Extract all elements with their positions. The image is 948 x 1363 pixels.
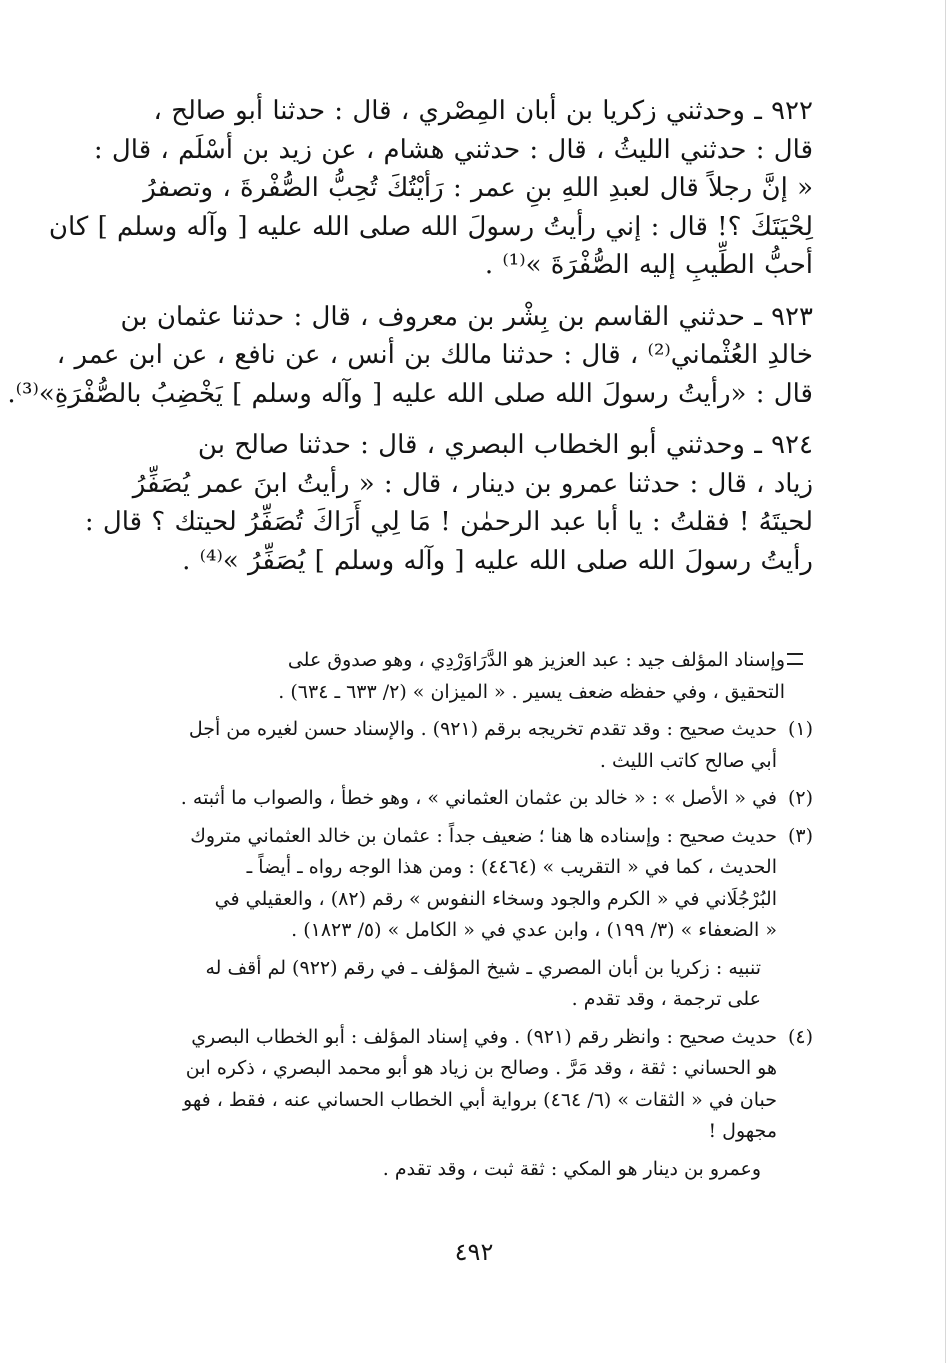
text-line: أبي صالح كاتب الليث . bbox=[599, 749, 777, 772]
footnote-4-note bbox=[133, 1154, 813, 1186]
scan-edge bbox=[945, 0, 946, 1363]
text-line: رأيتُ رسولَ الله صلى الله عليه [ وآله وسلم ] يُصَفِّرُ »⁽⁴⁾ . bbox=[182, 545, 813, 576]
text-line: البُرْجُلَاني في « الكرم والجود وسخاء النفوس » رقم (٨٢) ، والعقيلي في bbox=[214, 887, 777, 910]
text-line: ٩٢٢ ـ وحدثني زكريا بن أبان المِصْري ، قال : حدثنا أبو صالح ، bbox=[153, 96, 813, 126]
text-line: قال : حدثني الليثُ ، قال : حدثني هشام ، عن زيد بن أسْلَم ، قال : bbox=[93, 134, 813, 165]
text-line: حديث صحيح : وإسناده ها هنا ؛ ضعيف جداً : عثمان بن خالد العثماني متروك bbox=[190, 824, 777, 847]
hadith-923 bbox=[7, 298, 813, 414]
hadith-924 bbox=[84, 426, 813, 580]
footnote-continuation bbox=[133, 645, 813, 708]
text-line: « الضعفاء » (٣/ ١٩٩) ، وابن عدي في « الكامل » (٥/ ١٨٢٣) . bbox=[291, 919, 777, 941]
hadith-922 bbox=[48, 92, 813, 285]
footnote-3 bbox=[133, 821, 813, 947]
footnote-number: (١) bbox=[787, 718, 813, 740]
text-line: وإسناد المؤلف جيد : عبد العزيز هو الدَّرَاوَرْدِي ، وهو صدوق على bbox=[287, 649, 785, 671]
text-line: التحقيق ، وفي حفظه ضعف يسير . « الميزان » (٢/ ٦٣٣ ـ ٦٣٤) . bbox=[278, 680, 785, 703]
text-line: حبان في « الثقات » (٦/ ٤٦٤) برواية أبي الخطاب الحساني عنه ، فقط ، فهو bbox=[183, 1088, 777, 1111]
text-line: مجهول ! bbox=[708, 1120, 777, 1142]
text-line: هو الحساني : ثقة ، وقد مَرَّ . وصالح بن زياد هو أبو محمد البصري ، ذكره ابن bbox=[185, 1057, 777, 1079]
text-line: لِحْيَتَكَ ؟! قال : إني رأيتُ رسولَ الله صلى الله عليه [ وآله وسلم ] كان bbox=[48, 211, 813, 242]
footnote-3-note bbox=[133, 953, 813, 1016]
footnote-number: (٤) bbox=[787, 1025, 813, 1048]
text-line: زياد ، قال : حدثنا عمرو بن دينار ، قال : « رأيتُ ابنَ عمر يُصَفِّرُ bbox=[132, 468, 813, 499]
footnotes bbox=[133, 645, 813, 1191]
text-line: حديث صحيح : وقد تقدم تخريجه برقم (٩٢١) . والإسناد حسن لغيره من أجل bbox=[188, 718, 777, 740]
text-line: « إنَّ رجلاً قال لعبدِ اللهِ بنِ عمر : رَأيْتُكَ تُحِبُّ الصُّفْرةَ ، وتصفرُ bbox=[143, 173, 813, 203]
page-number: ٤٩٢ bbox=[454, 1238, 494, 1266]
text-line: الحديث ، كما في « التقريب » (٤٤٦٤) : ومن هذا الوجه رواه ـ أيضاً ـ bbox=[246, 856, 777, 878]
footnote-1 bbox=[133, 714, 813, 777]
main-text bbox=[7, 92, 813, 593]
footnote-2 bbox=[133, 783, 813, 815]
footnote-number: (٣) bbox=[787, 824, 813, 847]
text-line: لحيتَهُ ! فقلتُ : يا أبا عبد الرحمٰن ! مَا لِي أَرَاكَ تُصَفِّرُ لحيتك ؟ قال : bbox=[84, 507, 813, 537]
footnote-number: (٢) bbox=[787, 787, 813, 809]
text-line: وعمرو بن دينار هو المكي : ثقة ثبت ، وقد تقدم . bbox=[382, 1157, 761, 1180]
text-line: خالدِ العُثْماني⁽²⁾ ، قال : حدثنا مالك بن أنس ، عن نافع ، عن ابن عمر ، bbox=[56, 340, 813, 370]
text-line: أحبُّ الطِّيبِ إليه الصُّفْرَةَ »⁽¹⁾ . bbox=[484, 250, 813, 280]
footnote-4 bbox=[133, 1022, 813, 1148]
text-line: في « الأصل » : « خالد بن عثمان العثماني » ، وهو خطأ ، والصواب ما أثبته . bbox=[180, 787, 777, 809]
text-line: ٩٢٤ ـ وحدثني أبو الخطاب البصري ، قال : حدثنا صالح بن bbox=[197, 430, 813, 460]
text-line: على ترجمة ، وقد تقدم . bbox=[571, 988, 761, 1010]
text-line: تنبيه : زكريا بن أبان المصري ـ شيخ المؤلف ـ في رقم (٩٢٢) لم أقف له bbox=[205, 956, 761, 979]
text-line: حديث صحيح : وانظر رقم (٩٢١) . وفي إسناد المؤلف : أبو الخطاب البصري bbox=[191, 1025, 777, 1048]
text-line: قال : «رأيتُ رسولَ الله صلى الله عليه [ وآله وسلم ] يَخْضِبُ بالصُّفْرَةِ»⁽³⁾. bbox=[7, 378, 813, 409]
text-line: ٩٢٣ ـ حدثني القاسم بن بِشْر بن معروف ، قال : حدثنا عثمان بن bbox=[120, 301, 813, 332]
